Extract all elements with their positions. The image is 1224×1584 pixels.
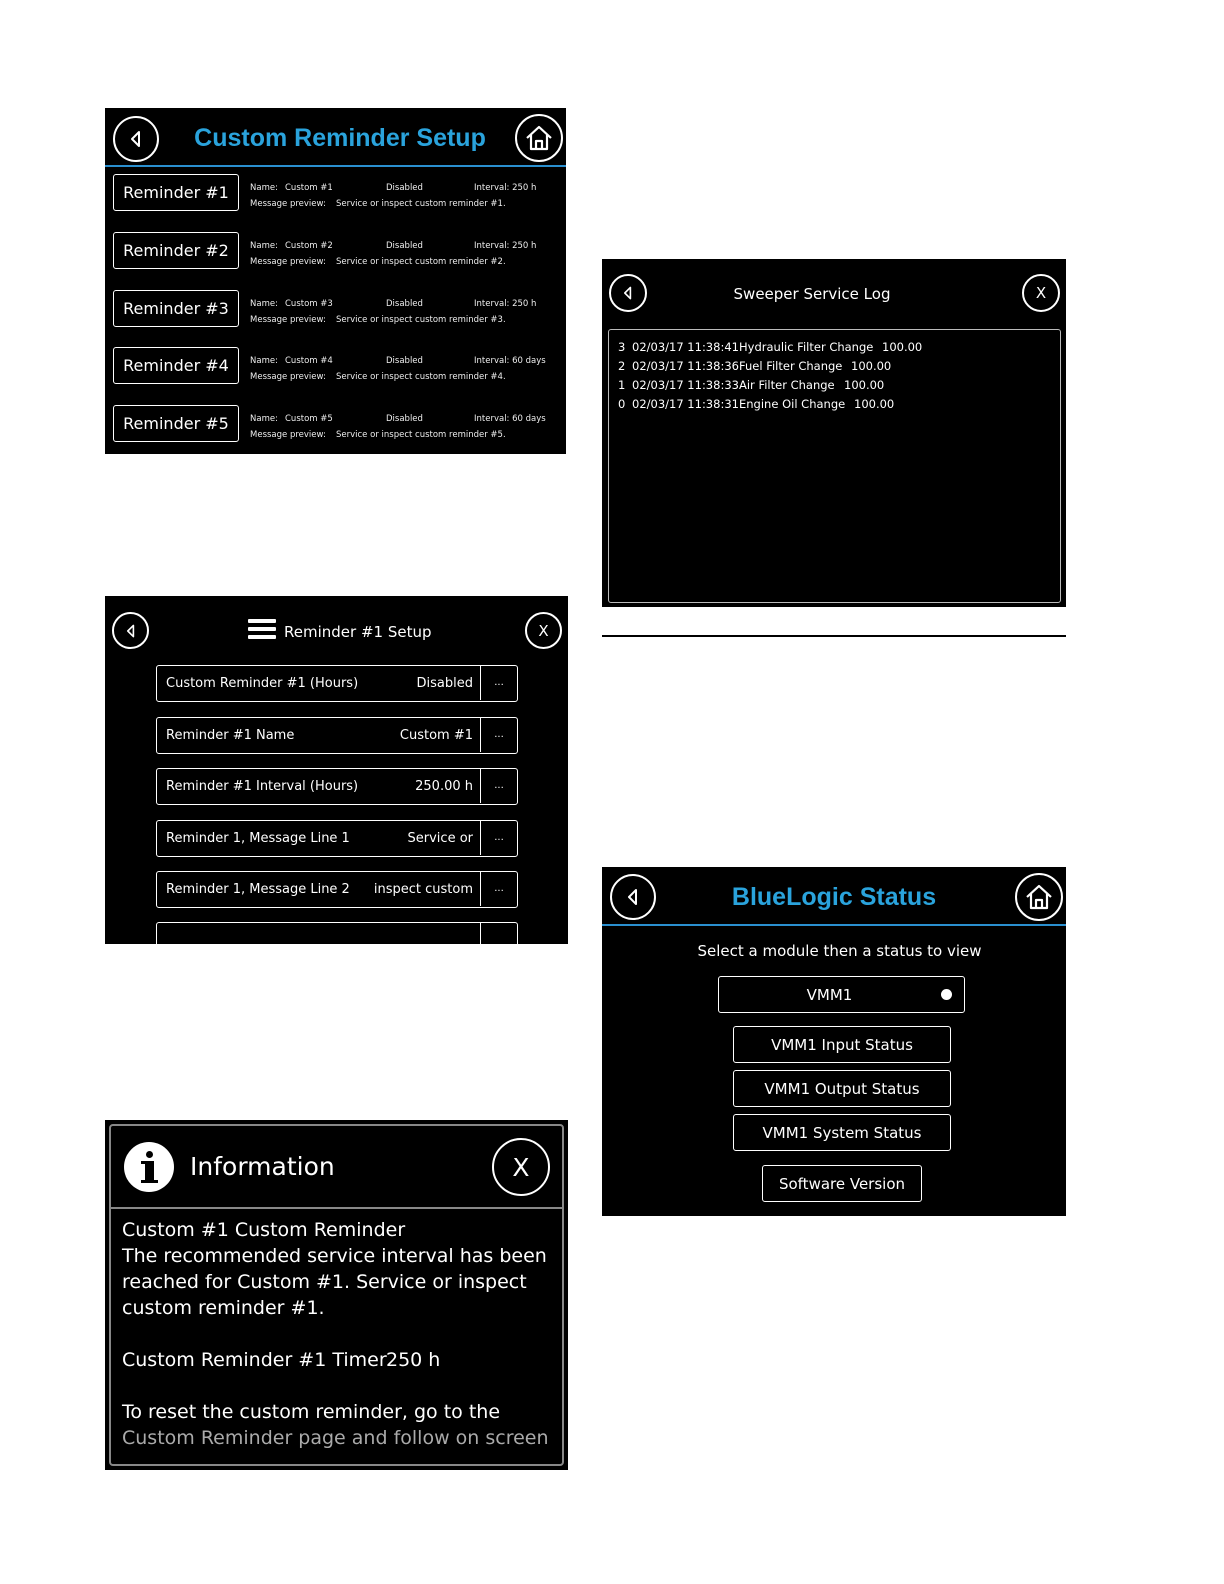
log-timestamp: 02/03/17 11:38:31 [632,397,739,411]
reminder-summary [250,411,555,443]
setting-label: Reminder #1 Interval (Hours) [166,779,359,794]
log-description: Air Filter Change [739,378,835,392]
preview-label: Message preview: [250,430,326,440]
home-button[interactable] [1015,873,1063,921]
more-button[interactable]: ... [480,821,517,855]
setting-row[interactable] [156,768,518,805]
output-status-button[interactable]: VMM1 Output Status [733,1070,951,1107]
bluelogic-status-screen [602,867,1066,1216]
service-log-list[interactable] [608,329,1061,603]
reminder-status: Disabled [386,183,423,193]
back-arrow-icon [123,623,139,639]
reminder-name: Custom #2 [285,241,333,251]
more-button[interactable]: ... [480,769,517,803]
more-button[interactable] [480,923,517,944]
close-button[interactable] [492,1138,550,1196]
log-timestamp: 02/03/17 11:38:33 [632,378,739,392]
setting-value: Disabled [416,676,473,691]
message-preview-line [250,312,555,328]
setting-value: 250.00 h [415,779,473,794]
reminder-name: Custom #3 [285,299,333,309]
setting-label: Reminder 1, Message Line 1 [166,830,350,846]
log-timestamp: 02/03/17 11:38:41 [632,340,739,354]
reminder-status: Disabled [386,241,423,251]
page-title: Reminder #1 Setup [284,623,432,641]
information-dialog [105,1120,568,1470]
module-select-value: VMM1 [806,985,853,1004]
setting-row[interactable] [156,665,518,702]
close-icon: X [1035,284,1047,302]
message-preview: Service or inspect custom reminder #5. [336,430,506,440]
header-divider [602,924,1066,926]
reminder-name: Custom #5 [285,414,333,424]
home-icon [1024,883,1054,911]
log-index: 1 [618,378,626,392]
setting-row-partial[interactable] [156,922,518,944]
reminder-1-button[interactable]: Reminder #1 [113,174,239,211]
message-preview: Service or inspect custom reminder #1. [336,199,506,209]
preview-label: Message preview: [250,315,326,325]
reminder-status: Disabled [386,299,423,309]
setting-value: Service or [407,830,473,846]
message-line: custom reminder #1. [122,1297,325,1319]
setting-row[interactable] [156,717,518,754]
name-label: Name: [250,414,278,424]
message-preview-line [250,427,555,443]
home-icon [524,124,554,152]
system-status-button[interactable]: VMM1 System Status [733,1114,951,1151]
close-icon: X [538,621,549,640]
home-button[interactable] [515,114,563,162]
log-value: 100.00 [854,397,895,411]
log-value: 100.00 [851,359,892,373]
reminder-2-button[interactable]: Reminder #2 [113,232,239,269]
reset-instruction-line: Custom Reminder page and follow on screen [122,1427,549,1449]
reminder-summary-line [250,238,555,254]
name-label: Name: [250,356,278,366]
reminder-name: Custom #4 [285,356,333,366]
log-description: Hydraulic Filter Change [739,340,874,354]
log-value: 100.00 [882,340,923,354]
header-divider [105,165,566,167]
custom-reminder-setup-screen [105,108,566,454]
close-button[interactable] [1022,274,1060,312]
message-line: The recommended service interval has been [122,1245,547,1267]
divider [602,635,1066,637]
log-index: 0 [618,397,626,411]
preview-label: Message preview: [250,199,326,209]
reminder-interval: Interval: 250 h [474,183,537,193]
prompt-text: Select a module then a status to view [697,942,982,960]
software-version-button[interactable]: Software Version [762,1165,922,1202]
log-description: Fuel Filter Change [739,359,843,373]
reminder-interval: Interval: 250 h [474,299,537,309]
message-line: Custom #1 Custom Reminder [122,1219,406,1241]
name-label: Name: [250,241,278,251]
radio-indicator-icon [941,989,952,1000]
timer-value: 250 h [386,1349,441,1371]
setting-label: Reminder 1, Message Line 2 [166,882,350,897]
close-icon: X [512,1152,530,1182]
message-preview-line [250,196,555,212]
setting-label: Reminder #1 Name [166,727,295,743]
more-button[interactable]: ... [480,872,517,906]
reminder-summary [250,296,555,328]
header-divider [111,1207,562,1209]
info-icon [124,1142,174,1192]
close-button[interactable] [525,612,562,649]
page-title: Sweeper Service Log [733,285,891,303]
message-preview: Service or inspect custom reminder #2. [336,257,506,267]
reminder-interval: Interval: 250 h [474,241,537,251]
reminder-interval: Interval: 60 days [474,356,546,366]
reminder-summary [250,353,555,385]
input-status-button[interactable]: VMM1 Input Status [733,1026,951,1063]
log-timestamp: 02/03/17 11:38:36 [632,359,739,373]
dialog-title: Information [190,1152,335,1181]
reminder-summary-line [250,411,555,427]
name-label: Name: [250,183,278,193]
reminder-status: Disabled [386,414,423,424]
message-line: reached for Custom #1. Service or inspect [122,1271,527,1293]
reminder-3-button[interactable]: Reminder #3 [113,290,239,327]
reminder-summary-line [250,180,555,196]
more-button[interactable]: ... [480,666,517,700]
message-preview: Service or inspect custom reminder #3. [336,315,506,325]
page-title: Custom Reminder Setup [194,124,486,152]
message-preview: Service or inspect custom reminder #4. [336,372,506,382]
message-preview-line [250,254,555,270]
reminder-summary [250,180,555,212]
sweeper-service-log-screen [602,259,1066,607]
reminder-summary-line [250,353,555,369]
menu-icon[interactable] [248,619,276,641]
back-button[interactable] [112,612,149,649]
module-select[interactable] [718,976,965,1013]
more-button[interactable]: ... [480,718,517,752]
preview-label: Message preview: [250,257,326,267]
reminder-4-button[interactable]: Reminder #4 [113,347,239,384]
setting-value: Custom #1 [399,727,473,743]
reminder-setup-screen [105,596,568,944]
preview-label: Message preview: [250,372,326,382]
reminder-5-button[interactable]: Reminder #5 [113,405,239,442]
setting-row[interactable] [156,820,518,857]
reminder-interval: Interval: 60 days [474,414,546,424]
log-value: 100.00 [844,378,885,392]
reminder-name: Custom #1 [285,183,333,193]
setting-label: Custom Reminder #1 (Hours) [166,676,359,691]
setting-value: inspect custom [373,882,473,897]
log-index: 2 [618,359,626,373]
log-description: Engine Oil Change [739,397,846,411]
name-label: Name: [250,299,278,309]
setting-row[interactable] [156,871,518,908]
reminder-summary-line [250,296,555,312]
message-preview-line [250,369,555,385]
reset-instruction-line: To reset the custom reminder, go to the [122,1401,501,1423]
reminder-status: Disabled [386,356,423,366]
page-title: BlueLogic Status [731,883,937,911]
reminder-summary [250,238,555,270]
log-index: 3 [618,340,626,354]
timer-label: Custom Reminder #1 Timer [122,1349,387,1371]
